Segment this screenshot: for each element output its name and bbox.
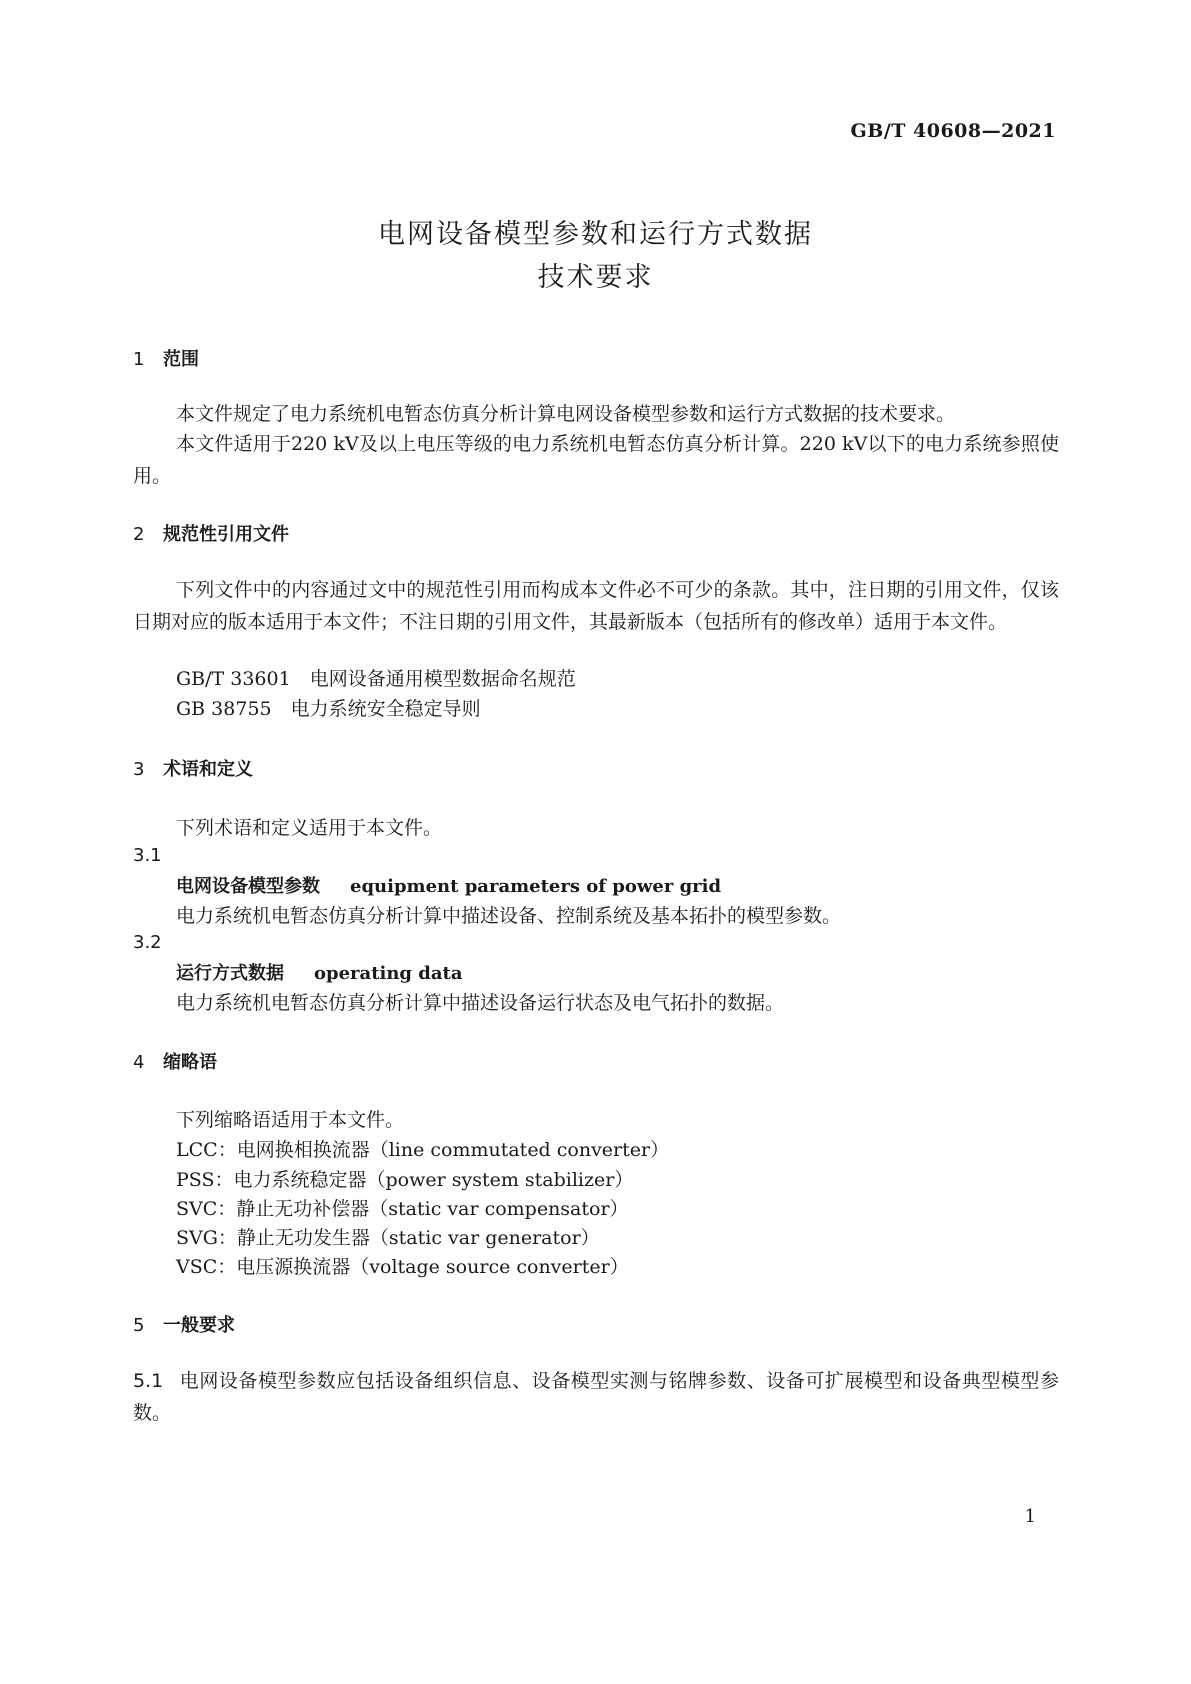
section-number: 5 bbox=[133, 1315, 145, 1336]
normative-reference-1: GB/T 33601 电网设备通用模型数据命名规范 bbox=[176, 668, 576, 690]
page-number: 1 bbox=[1024, 1506, 1036, 1527]
section-number: 2 bbox=[133, 524, 145, 545]
section-5-heading bbox=[133, 1311, 235, 1337]
clause-text: 电网设备模型参数应包括设备组织信息、设备模型实测与铭牌参数、设备可扩展模型和设备典型模型参数。 bbox=[133, 1370, 1059, 1424]
section-4-intro: 下列缩略语适用于本文件。 bbox=[176, 1109, 405, 1131]
section-title: 一般要求 bbox=[163, 1315, 235, 1336]
section-2-paragraph-1: 下列文件中的内容通过文中的规范性引用而构成本文件必不可少的条款。其中，注日期的引用文件，仅该日期对应的版本适用于本文件；不注日期的引用文件，其最新版本（包括所有的修改单）适用于本文件。 bbox=[133, 579, 1059, 633]
clause-number: 5.1 bbox=[133, 1370, 164, 1392]
abbreviation-item: SVG：静止无功发生器（static var generator） bbox=[176, 1227, 600, 1249]
section-number: 3 bbox=[133, 759, 145, 780]
section-2-heading bbox=[133, 520, 289, 546]
term-english: equipment parameters of power grid bbox=[350, 876, 722, 897]
abbreviation-item: PSS：电力系统稳定器（power system stabilizer） bbox=[176, 1169, 634, 1191]
section-1-paragraph-2: 本文件适用于220 kV及以上电压等级的电力系统机电暂态仿真分析计算。220 kV以下的电力系统参照使用。 bbox=[133, 433, 1059, 487]
document-title-line2: 技术要求 bbox=[537, 262, 654, 293]
section-title: 规范性引用文件 bbox=[163, 524, 289, 545]
normative-reference-2: GB 38755 电力系统安全稳定导则 bbox=[176, 698, 481, 720]
term-heading bbox=[176, 959, 463, 985]
term-definition: 电力系统机电暂态仿真分析计算中描述设备运行状态及电气拓扑的数据。 bbox=[176, 992, 785, 1014]
section-number: 4 bbox=[133, 1052, 145, 1073]
term-heading bbox=[176, 872, 721, 898]
section-number: 1 bbox=[133, 349, 145, 370]
clause-5-1 bbox=[133, 1365, 1059, 1429]
section-title: 术语和定义 bbox=[163, 759, 253, 780]
term-number: 3.2 bbox=[133, 932, 162, 953]
term-english: operating data bbox=[314, 963, 463, 984]
abbreviation-item: LCC：电网换相换流器（line commutated converter） bbox=[176, 1139, 670, 1161]
section-title: 范围 bbox=[163, 349, 199, 370]
standard-number: GB/T 40608—2021 bbox=[850, 120, 1056, 142]
term-definition: 电力系统机电暂态仿真分析计算中描述设备、控制系统及基本拓扑的模型参数。 bbox=[176, 905, 842, 927]
term-number: 3.1 bbox=[133, 845, 162, 866]
section-3-intro: 下列术语和定义适用于本文件。 bbox=[176, 817, 443, 839]
section-1-paragraph-1: 本文件规定了电力系统机电暂态仿真分析计算电网设备模型参数和运行方式数据的技术要求。 bbox=[176, 403, 956, 425]
document-title: 电网设备模型参数和运行方式数据 bbox=[378, 219, 813, 250]
section-title: 缩略语 bbox=[163, 1052, 217, 1073]
term-chinese: 电网设备模型参数 bbox=[176, 876, 320, 897]
abbreviation-item: SVC：静止无功补偿器（static var compensator） bbox=[176, 1198, 629, 1220]
term-chinese: 运行方式数据 bbox=[176, 963, 284, 984]
section-4-heading bbox=[133, 1048, 217, 1074]
section-1-heading bbox=[133, 345, 199, 371]
section-3-heading bbox=[133, 755, 253, 781]
abbreviation-item: VSC：电压源换流器（voltage source converter） bbox=[176, 1256, 629, 1278]
